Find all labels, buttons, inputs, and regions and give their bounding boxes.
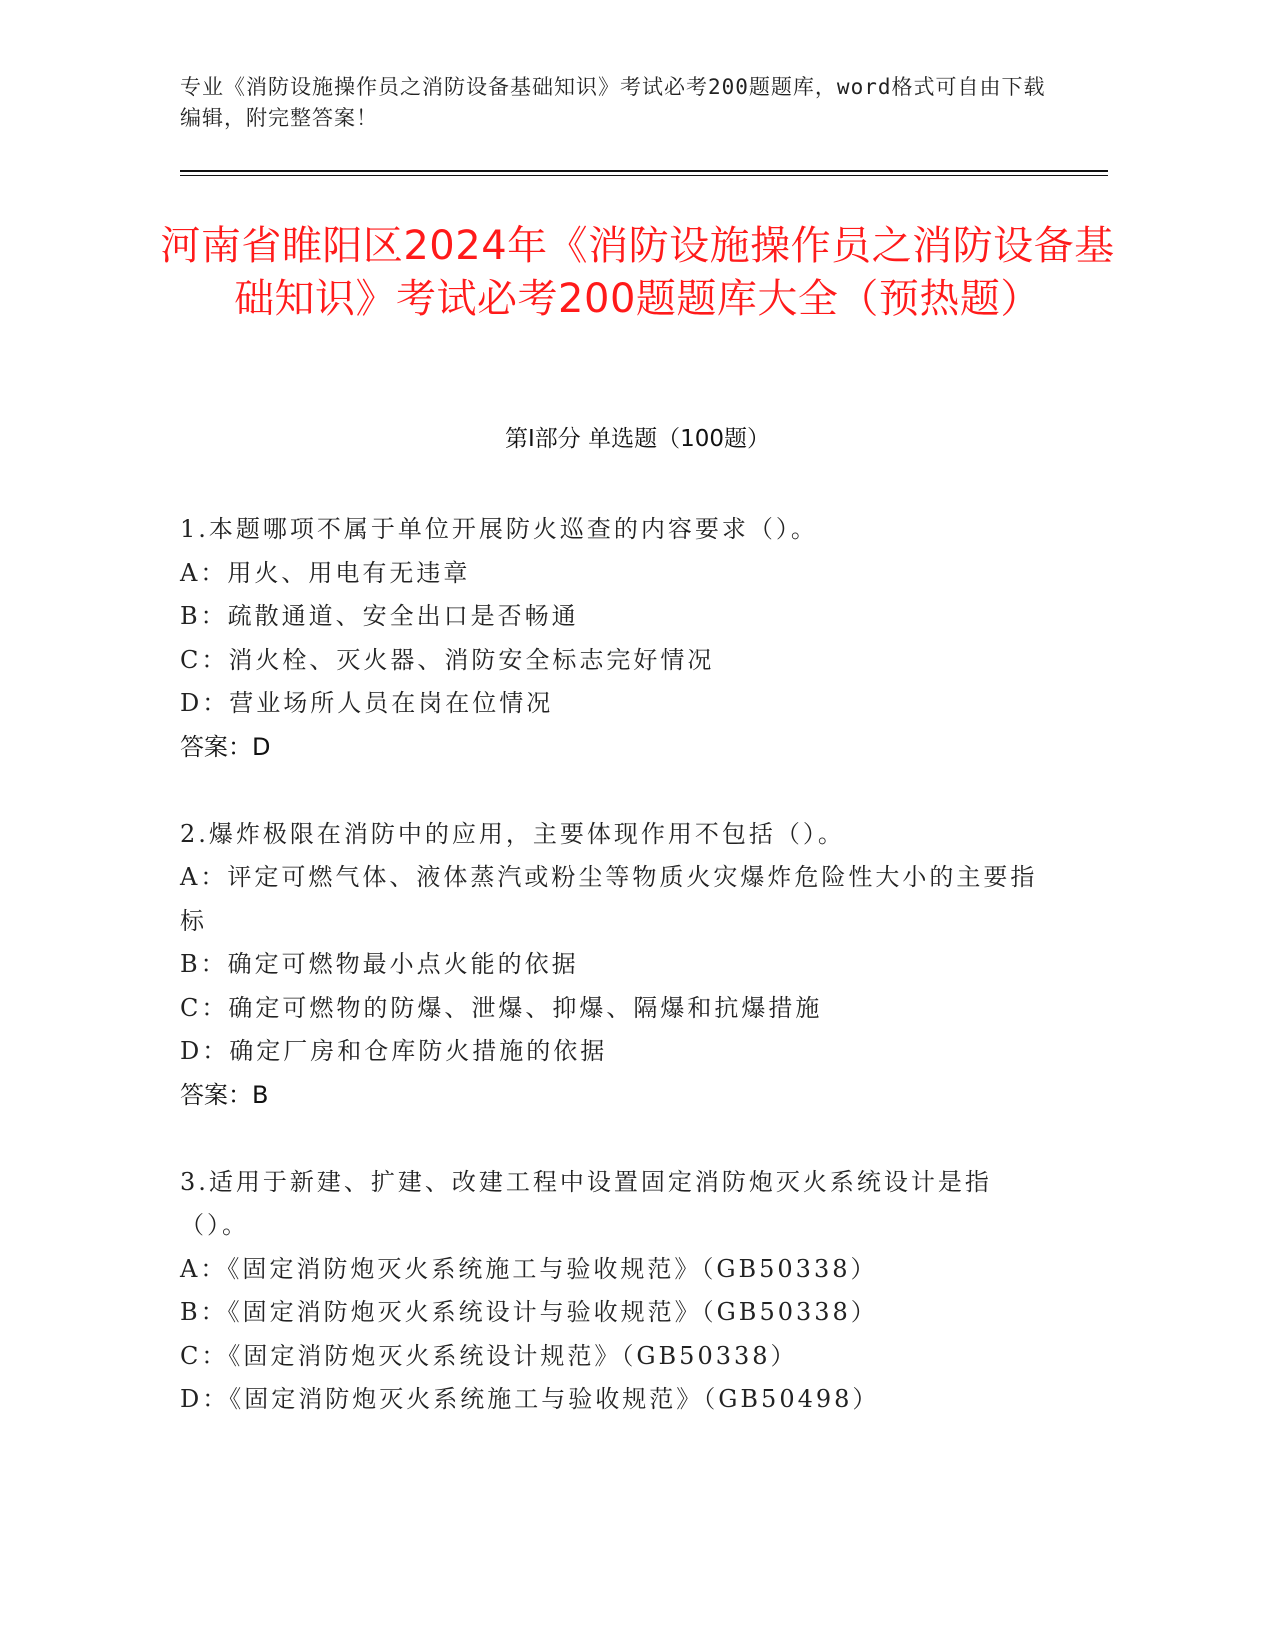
question-block	[180, 508, 1040, 769]
question-list	[180, 508, 1040, 1422]
option-a: A：《固定消防炮灭火系统施工与验收规范》（GB50338）	[180, 1254, 878, 1283]
question-stem: 1.本题哪项不属于单位开展防火巡查的内容要求（）。	[180, 515, 818, 543]
option-c: C：《固定消防炮灭火系统设计规范》（GB50338）	[180, 1341, 798, 1370]
answer: 答案：B	[180, 1080, 269, 1109]
option-b: B：疏散通道、安全出口是否畅通	[180, 602, 579, 630]
option-c: C：确定可燃物的防爆、泄爆、抑爆、隔爆和抗爆措施	[180, 993, 823, 1022]
document-title: 河南省睢阳区2024年《消防设施操作员之消防设备基础知识》考试必考200题题库大全（预热题）	[160, 223, 1115, 322]
question-stem: 2.爆炸极限在消防中的应用，主要体现作用不包括（）。	[180, 819, 845, 848]
spacer	[180, 1117, 1040, 1161]
section-heading: 第I部分 单选题（100题）	[505, 426, 770, 452]
option-a: A：用火、用电有无违章	[180, 558, 471, 587]
question-stem: 3.适用于新建、扩建、改建工程中设置固定消防炮灭火系统设计是指（）。	[180, 1167, 992, 1239]
header-note: 专业《消防设施操作员之消防设备基础知识》考试必考200题题库，word格式可自由下载编辑，附完整答案！	[180, 75, 1046, 130]
spacer	[180, 769, 1040, 813]
question-block	[180, 813, 1040, 1118]
option-d: D：《固定消防炮灭火系统施工与验收规范》（GB50498）	[180, 1385, 880, 1413]
option-b: B：《固定消防炮灭火系统设计与验收规范》（GB50338）	[180, 1298, 878, 1326]
question-block	[180, 1161, 1040, 1422]
option-d: D：营业场所人员在岗在位情况	[180, 689, 554, 717]
header-divider-thin	[180, 175, 1108, 176]
option-d: D：确定厂房和仓库防火措施的依据	[180, 1037, 608, 1065]
answer: 答案：D	[180, 732, 271, 761]
option-b: B：确定可燃物最小点火能的依据	[180, 950, 579, 978]
option-c: C：消火栓、灭火器、消防安全标志完好情况	[180, 645, 715, 674]
option-a: A：评定可燃气体、液体蒸汽或粉尘等物质火灾爆炸危险性大小的主要指标	[180, 863, 1038, 935]
header-divider-thick	[180, 170, 1108, 172]
